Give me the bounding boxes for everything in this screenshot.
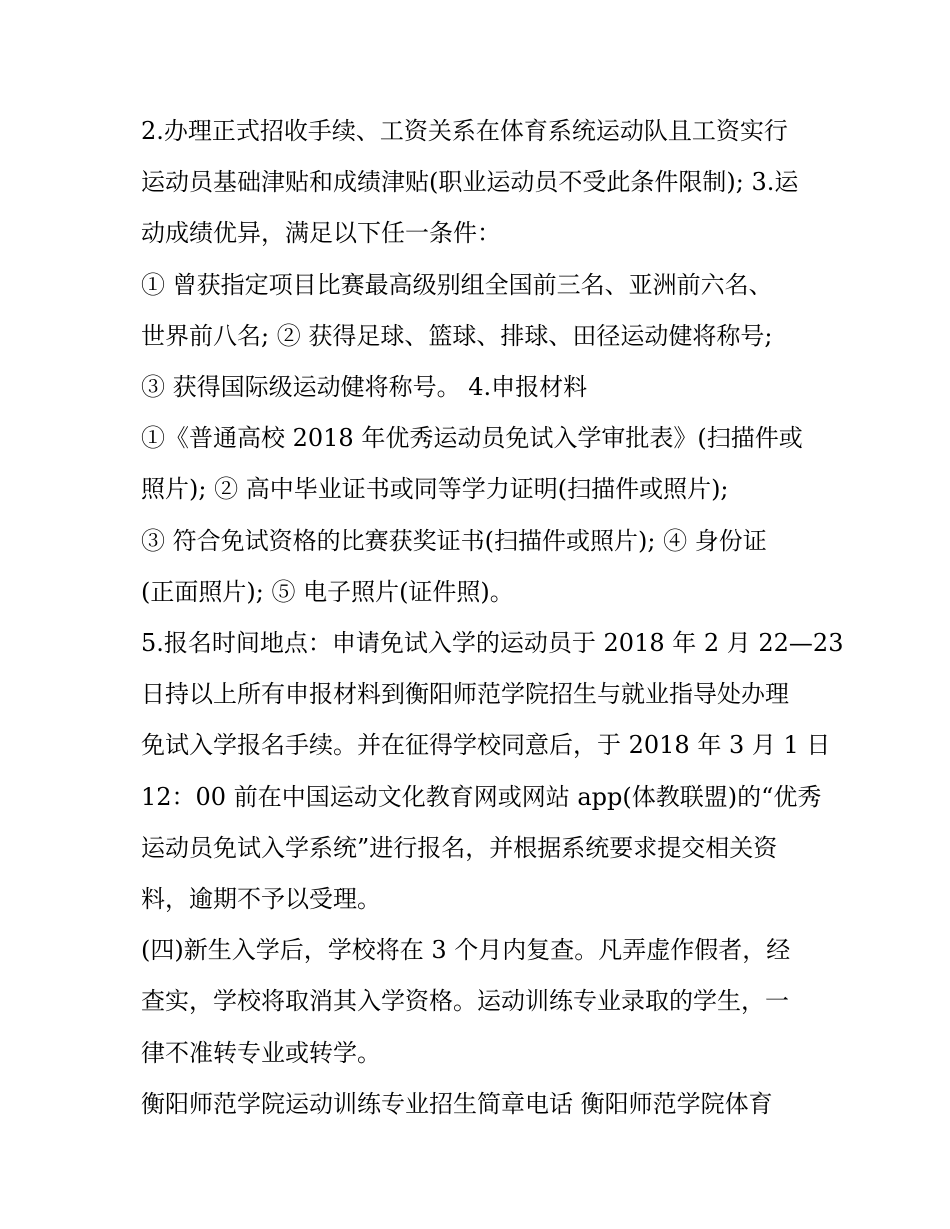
text-line: 免试入学报名手续。并在征得学校同意后，于 2018 年 3 月 1 日 [141, 731, 831, 760]
text-line: 运动员免试入学系统”进行报名，并根据系统要求提交相关资 [141, 833, 778, 862]
text-line: (四)新生入学后，学校将在 3 个月内复查。凡弄虚作假者，经 [141, 936, 791, 965]
text-line: ③ 获得国际级运动健将称号。 4.申报材料 [141, 373, 588, 402]
text-line: ③ 符合免试资格的比赛获奖证书(扫描件或照片); ④ 身份证 [141, 526, 767, 555]
document-body [141, 106, 844, 1130]
text-line: ① 曾获指定项目比赛最高级别组全国前三名、亚洲前六名、 [141, 270, 773, 299]
text-line: 衡阳师范学院运动训练专业招生简章电话 衡阳师范学院体育 [141, 1089, 773, 1118]
text-line: 5.报名时间地点：申请免试入学的运动员于 2018 年 2 月 22—23 [141, 629, 844, 658]
text-line: 照片); ② 高中毕业证书或同等学力证明(扫描件或照片); [141, 475, 729, 504]
text-line: 查实，学校将取消其入学资格。运动训练专业录取的学生，一 [141, 987, 789, 1016]
text-line: 动成绩优异，满足以下任一条件： [141, 219, 501, 248]
text-line: 日持以上所有申报材料到衡阳师范学院招生与就业指导处办理 [141, 680, 789, 709]
text-line: 料，逾期不予以受理。 [141, 885, 381, 914]
text-line: 律不准转专业或转学。 [141, 1038, 381, 1067]
text-line: (正面照片); ⑤ 电子照片(证件照)。 [141, 577, 514, 606]
text-line: 2.办理正式招收手续、工资关系在体育系统运动队且工资实行 [141, 117, 788, 145]
text-line: ①《普通高校 2018 年优秀运动员免试入学审批表》(扫描件或 [141, 424, 803, 453]
text-line: 运动员基础津贴和成绩津贴(职业运动员不受此条件限制); 3.运 [141, 168, 799, 197]
text-line: 世界前八名; ② 获得足球、篮球、排球、田径运动健将称号; [141, 321, 773, 350]
text-line: 12：00 前在中国运动文化教育网或网站 app(体教联盟)的“优秀 [141, 782, 822, 811]
